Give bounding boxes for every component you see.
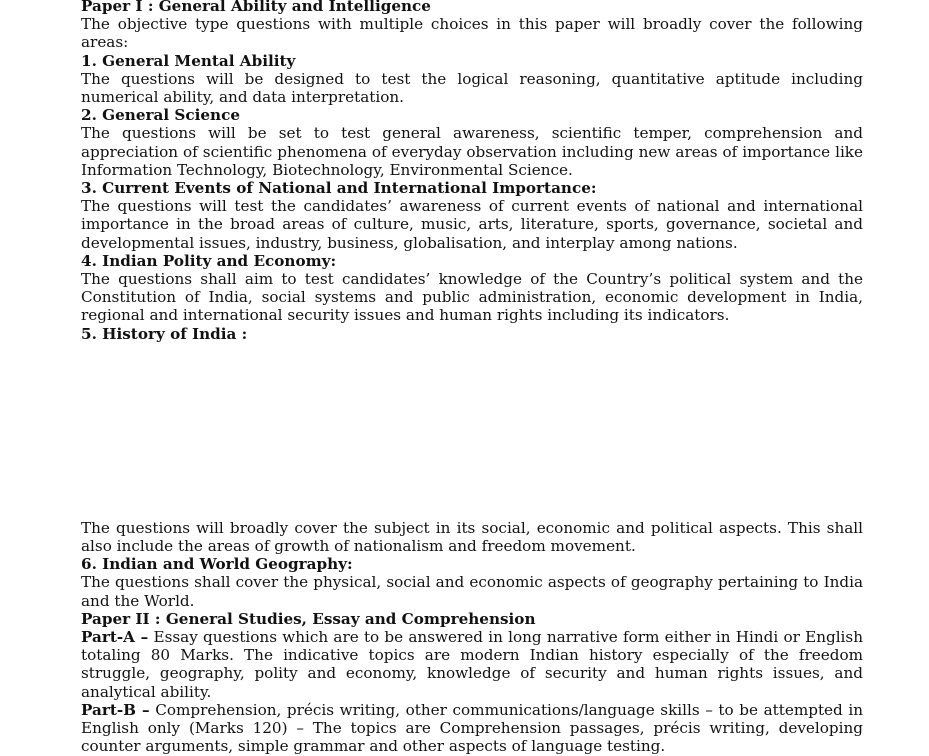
section-heading-geography: 6. Indian and World Geography: [81, 555, 353, 574]
section-text-current-events: The questions will test the candidates’ awareness of current events of national and international importance in the broad areas of culture, music, arts, literature, sports, governance, societal and developmental issues, industry, business, globalisation, and interplay among nations. [81, 197, 863, 252]
section-text-history-of-india: The questions will broadly cover the subject in its social, economic and political aspects. This shall also include the areas of growth of nationalism and freedom movement. [81, 518, 863, 556]
section-text-general-mental-ability: The questions will be designed to test the logical reasoning, quantitative aptitude including numerical ability, and data interpretation. [81, 69, 863, 107]
section-heading-general-science: 2. General Science [81, 106, 240, 125]
section-heading-general-mental-ability: 1. General Mental Ability [81, 51, 296, 70]
part-a-text: Essay questions which are to be answered in long narrative form either in Hindi or English totaling 80 Marks. The indicative topics are modern Indian history especially of the freedom struggle, geography, polity and economy, knowledge of security and human rights issues, and analytical ability. [81, 628, 863, 701]
section-heading-current-events: 3. Current Events of National and International Importance: [81, 179, 597, 198]
section-text-geography: The questions shall cover the physical, social and economic aspects of geography pertaining to India and the World. [81, 573, 863, 610]
section-heading-history-of-india: 5. History of India : [81, 324, 248, 343]
part-b-label: Part-B – [81, 700, 150, 719]
paper-1-intro: The objective type questions with multiple choices in this paper will broadly cover the following areas: [81, 15, 863, 52]
part-a-label: Part-A – [81, 628, 149, 647]
paper-1-title: Paper I : General Ability and Intelligence [81, 0, 431, 15]
paper-2-part-a [81, 628, 863, 701]
section-heading-polity-economy: 4. Indian Polity and Economy: [81, 251, 337, 270]
blank-space [81, 343, 863, 519]
section-text-polity-economy: The questions shall aim to test candidates’ knowledge of the Country’s political system and the Constitution of India, social systems and public administration, economic development in India, regional and international security issues and human rights including its indicators. [81, 270, 863, 325]
paper-2-part-b [81, 701, 863, 756]
part-b-text: Comprehension, précis writing, other communications/language skills – to be attempted in English only (Marks 120) – The topics are Comprehension passages, précis writing, developing counter arguments, simple grammar and other aspects of language testing. [81, 700, 863, 756]
paper-2-title: Paper II : General Studies, Essay and Comprehension [81, 609, 536, 628]
syllabus-document [81, 0, 863, 756]
section-text-general-science: The questions will be set to test general awareness, scientific temper, comprehension and appreciation of scientific phenomena of everyday observation including new areas of importance like Information Technology, Biotechnology, Environmental Science. [81, 124, 863, 179]
